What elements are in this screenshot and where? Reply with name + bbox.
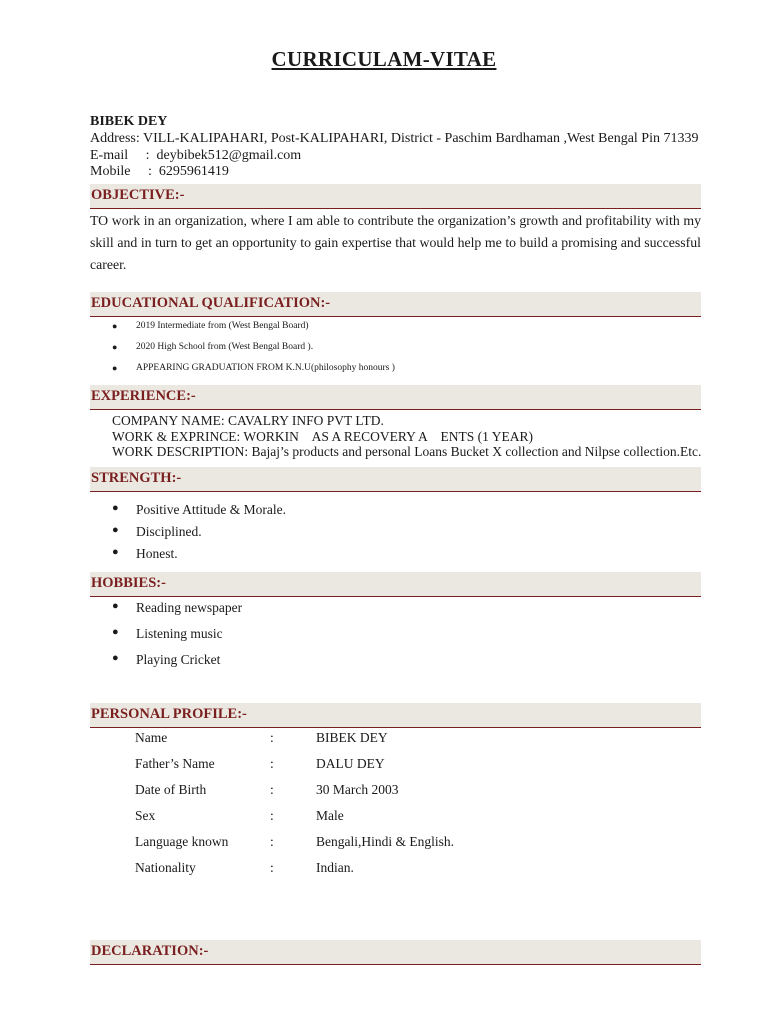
- profile-row: [135, 834, 635, 852]
- profile-label: Language known: [135, 834, 229, 849]
- education-item: APPEARING GRADUATION FROM K.N.U(philosophy honours ): [136, 363, 395, 373]
- profile-separator: :: [270, 782, 274, 797]
- profile-label: Name: [135, 730, 168, 745]
- bullet-icon: ●: [112, 626, 119, 638]
- profile-row: [135, 860, 635, 878]
- profile-separator: :: [270, 756, 274, 771]
- profile-row: [135, 808, 635, 826]
- profile-label: Father’s Name: [135, 756, 215, 771]
- bullet-icon: ●: [112, 524, 119, 536]
- declaration-heading: DECLARATION:-: [91, 943, 209, 959]
- declaration-header: [90, 940, 701, 965]
- profile-value: DALU DEY: [316, 756, 385, 771]
- objective-heading: OBJECTIVE:-: [91, 187, 185, 203]
- profile-row: [135, 730, 635, 748]
- profile-separator: :: [270, 808, 274, 823]
- bullet-icon: ●: [112, 363, 118, 373]
- profile-separator: :: [270, 834, 274, 849]
- profile-label: Date of Birth: [135, 782, 207, 797]
- experience-header: [90, 385, 701, 410]
- strength-item: Honest.: [136, 546, 178, 561]
- hobbies-heading: HOBBIES:-: [91, 575, 166, 591]
- hobby-item: Reading newspaper: [136, 600, 243, 615]
- strength-item: Positive Attitude & Morale.: [136, 502, 286, 517]
- experience-description: WORK DESCRIPTION: Bajaj’s products and personal Loans Bucket X collection and Nilpse collection.Etc.: [112, 444, 702, 459]
- profile-label: Nationality: [135, 860, 196, 875]
- profile-header: [90, 703, 701, 728]
- education-header: [90, 292, 701, 317]
- mobile-line: Mobile : 6295961419: [90, 164, 229, 179]
- bullet-icon: ●: [112, 652, 119, 664]
- objective-header: [90, 184, 701, 209]
- hobby-item: Playing Cricket: [136, 652, 221, 667]
- strength-header: [90, 467, 701, 492]
- profile-row: [135, 756, 635, 774]
- experience-role: WORK & EXPRINCE: WORKIN AS A RECOVERY A ENTS (1 YEAR): [112, 429, 534, 444]
- address-line: Address: VILL-KALIPAHARI, Post-KALIPAHARI, District - Paschim Bardhaman ,West Bengal Pin 71339: [90, 131, 699, 146]
- bullet-icon: ●: [112, 502, 119, 514]
- bullet-icon: ●: [112, 321, 118, 331]
- profile-heading: PERSONAL PROFILE:-: [91, 706, 247, 722]
- profile-label: Sex: [135, 808, 156, 823]
- profile-value: BIBEK DEY: [316, 730, 388, 745]
- profile-separator: :: [270, 730, 274, 745]
- education-heading: EDUCATIONAL QUALIFICATION:-: [91, 295, 331, 311]
- hobbies-header: [90, 572, 701, 597]
- objective-text: TO work in an organization, where I am able to contribute the organization’s growth and profitability with my skill and in turn to get an opportunity to gain expertise that would help me to build a promising and successful career.: [90, 213, 701, 272]
- profile-separator: :: [270, 860, 274, 875]
- email-line: E-mail : deybibek512@gmail.com: [90, 148, 302, 163]
- strength-item: Disciplined.: [136, 524, 202, 539]
- candidate-name: BIBEK DEY: [90, 114, 168, 129]
- hobby-item: Listening music: [136, 626, 223, 641]
- bullet-icon: ●: [112, 546, 119, 558]
- document-title: CURRICULAM-VITAE: [271, 47, 497, 71]
- profile-row: [135, 782, 635, 800]
- experience-heading: EXPERIENCE:-: [91, 388, 196, 404]
- education-item: 2020 High School from (West Bengal Board ).: [136, 342, 314, 352]
- profile-value: Indian.: [316, 860, 354, 875]
- education-item: 2019 Intermediate from (West Bengal Board): [136, 321, 309, 331]
- profile-value: Bengali,Hindi & English.: [316, 834, 454, 849]
- profile-value: Male: [316, 808, 344, 823]
- experience-company: COMPANY NAME: CAVALRY INFO PVT LTD.: [112, 413, 384, 428]
- profile-value: 30 March 2003: [316, 782, 399, 797]
- bullet-icon: ●: [112, 342, 118, 352]
- strength-heading: STRENGTH:-: [91, 470, 182, 486]
- bullet-icon: ●: [112, 600, 119, 612]
